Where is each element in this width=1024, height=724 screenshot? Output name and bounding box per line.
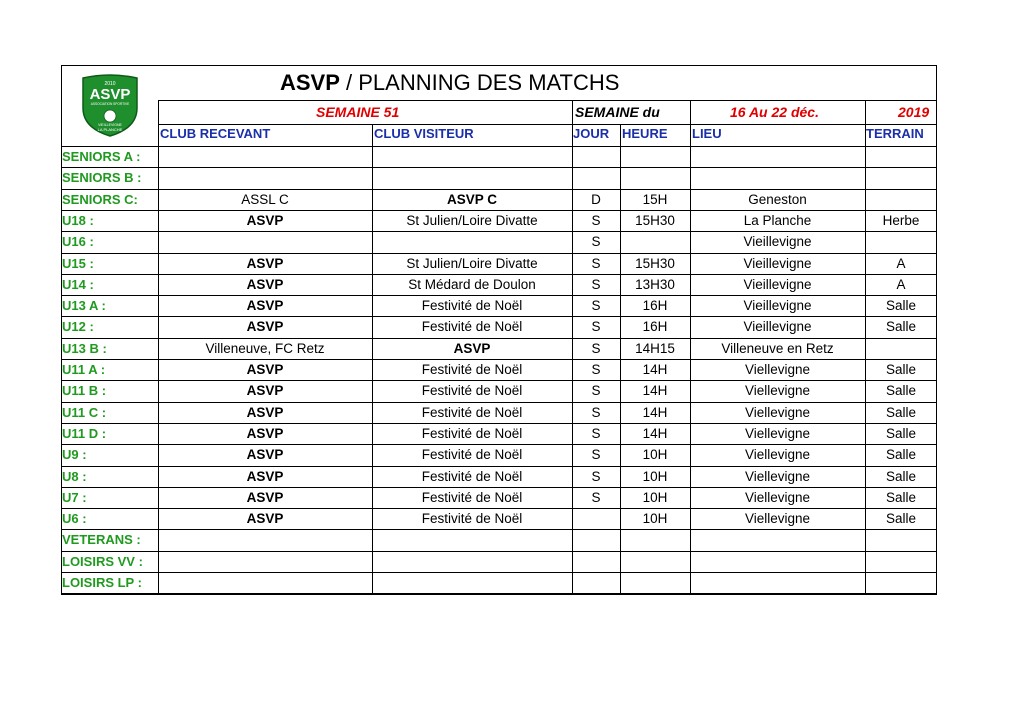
club-logo (79, 72, 141, 138)
cell-vis: Festivité de Noël (421, 447, 523, 463)
cell-vis: Festivité de Noël (421, 425, 523, 441)
row-rule (61, 444, 937, 445)
week-dates: 16 Au 22 déc. (730, 104, 819, 120)
cell-rec: ASVP (246, 362, 284, 377)
cell-terrain: Herbe (882, 212, 920, 228)
header-col-rule (158, 100, 159, 146)
cell-heure: 16H (642, 319, 668, 335)
cell-heure: 10H (642, 468, 668, 484)
cell-lieu: Geneston (748, 191, 807, 207)
cell-rec: ASVP (246, 425, 284, 441)
cell-rec: ASSL C (241, 191, 289, 207)
cell-terrain: A (896, 276, 906, 292)
cell-vis: Festivité de Noël (421, 298, 523, 314)
cell-jour: S (591, 404, 601, 420)
cell-rec: ASVP (246, 383, 284, 399)
row-rule (61, 487, 937, 488)
header-col-rule (690, 100, 691, 146)
cell-rec: ASVP (246, 276, 284, 292)
header-lieu: LIEU (692, 126, 722, 141)
cell-lieu: Vieillevigne (743, 234, 812, 250)
category-label: LOISIRS VV : (62, 553, 143, 569)
category-label: U11 D : (62, 425, 107, 441)
cell-terrain: Salle (885, 383, 917, 399)
row-rule (61, 167, 937, 168)
cell-lieu: Villeneuve en Retz (721, 340, 834, 356)
category-label: U15 : (62, 255, 94, 271)
cell-heure: 16H (642, 298, 668, 314)
cell-vis: Festivité de Noël (421, 511, 523, 527)
cell-rec: ASVP (246, 319, 284, 335)
row-rule (61, 380, 937, 381)
cell-terrain: Salle (885, 425, 917, 441)
cell-heure: 10H (642, 511, 668, 527)
cell-heure: 14H (642, 425, 668, 441)
header-jour: JOUR (573, 126, 610, 141)
cell-heure: 15H30 (635, 212, 675, 228)
cell-heure: 14H15 (635, 340, 675, 356)
cell-rec: ASVP (246, 298, 284, 314)
cell-jour: S (591, 425, 601, 441)
cell-vis: Festivité de Noël (421, 489, 523, 505)
cell-lieu: Viellevigne (744, 425, 811, 441)
cell-heure: 10H (642, 447, 668, 463)
row-rule (61, 189, 937, 190)
row-rule (61, 423, 937, 424)
cell-terrain: Salle (885, 468, 917, 484)
cell-heure: 14H (642, 383, 668, 399)
category-label: U14 : (62, 276, 94, 292)
category-label: U13 B : (62, 340, 107, 356)
category-label: U11 A : (62, 362, 106, 377)
cell-lieu: La Planche (743, 212, 812, 228)
cell-terrain: A (896, 255, 906, 271)
cell-heure: 10H (642, 489, 668, 505)
cell-jour: S (591, 340, 601, 356)
cell-lieu: Vieillevigne (743, 255, 812, 271)
cell-rec: ASVP (246, 511, 284, 527)
cell-rec: ASVP (246, 489, 284, 505)
category-label: VETERANS : (62, 532, 141, 548)
cell-rec: Villeneuve, FC Retz (205, 340, 325, 356)
cell-rec: ASVP (246, 447, 284, 463)
semaine-du-label: SEMAINE du (575, 104, 660, 120)
cell-terrain: Salle (885, 489, 917, 505)
cell-lieu: Vieillevigne (743, 276, 812, 292)
logo-year: 2010 (104, 81, 116, 87)
cell-jour: S (591, 234, 601, 250)
header-club-visiteur: CLUB VISITEUR (374, 126, 474, 141)
cell-rec: ASVP (246, 404, 284, 420)
cell-lieu: Viellevigne (744, 468, 811, 484)
cell-jour: S (591, 319, 601, 335)
logo-line2: VIEILLEVIGNE (98, 123, 122, 127)
cell-jour: D (591, 191, 601, 207)
page-title (280, 70, 760, 96)
cell-vis: Festivité de Noël (421, 362, 523, 377)
cell-vis: St Julien/Loire Divatte (406, 212, 538, 228)
cell-jour: S (591, 362, 601, 377)
cell-vis: Festivité de Noël (421, 319, 523, 335)
category-label: U11 B : (62, 383, 107, 399)
row-rule (61, 338, 937, 339)
row-rule (61, 274, 937, 275)
cell-heure: 14H (642, 404, 668, 420)
header-heure: HEURE (622, 126, 668, 141)
cell-vis: ASVP C (446, 191, 498, 207)
category-label: U13 A : (62, 298, 106, 314)
title-club: ASVP (280, 70, 340, 95)
title-rest: / PLANNING DES MATCHS (339, 70, 620, 95)
category-label: SENIORS A : (62, 149, 141, 164)
cell-terrain: Salle (885, 447, 917, 463)
cell-lieu: Viellevigne (744, 383, 811, 399)
row-rule (61, 316, 937, 317)
cell-terrain: Salle (885, 319, 917, 335)
cell-rec: ASVP (246, 212, 284, 228)
cell-jour: S (591, 255, 601, 271)
category-label: U6 : (62, 511, 87, 527)
cell-terrain: Salle (885, 511, 917, 527)
cell-heure: 15H30 (635, 255, 675, 271)
category-label: SENIORS B : (62, 170, 142, 186)
cell-lieu: Viellevigne (744, 489, 811, 505)
cell-lieu: Vieillevigne (743, 319, 812, 335)
category-label: U7 : (62, 489, 87, 505)
row-rule (61, 146, 937, 147)
cell-jour: S (591, 276, 601, 292)
row-rule (61, 593, 937, 594)
cell-lieu: Viellevigne (744, 362, 811, 377)
category-label: U18 : (62, 212, 94, 228)
cell-lieu: Viellevigne (744, 447, 811, 463)
category-label: U9 : (62, 447, 87, 463)
cell-terrain: Salle (885, 362, 917, 377)
cell-jour: S (591, 298, 601, 314)
cell-lieu: Vieillevigne (743, 298, 812, 314)
row-rule (61, 572, 937, 573)
cell-jour: S (591, 489, 601, 505)
category-label: U11 C : (62, 404, 107, 420)
cell-jour: S (591, 468, 601, 484)
header-col-rule (620, 124, 621, 146)
cell-terrain: Salle (885, 404, 917, 420)
header-club-recevant: CLUB RECEVANT (160, 126, 271, 141)
header-rule-mid (158, 124, 937, 125)
cell-vis: ASVP (453, 340, 491, 356)
category-label: U8 : (62, 468, 87, 484)
row-rule (61, 253, 937, 254)
row-rule (61, 551, 937, 552)
cell-heure: 13H30 (635, 276, 675, 292)
header-rule-top (158, 100, 937, 101)
cell-vis: Festivité de Noël (421, 404, 523, 420)
cell-rec: ASVP (246, 468, 284, 484)
category-label: U12 : (62, 319, 94, 335)
cell-lieu: Viellevigne (744, 511, 811, 527)
row-rule (61, 359, 937, 360)
logo-name: ASVP (89, 86, 131, 103)
category-label: U16 : (62, 234, 94, 250)
cell-lieu: Viellevigne (744, 404, 811, 420)
cell-rec: ASVP (246, 255, 284, 271)
row-rule (61, 529, 937, 530)
cell-jour: S (591, 447, 601, 463)
cell-vis: Festivité de Noël (421, 383, 523, 399)
cell-jour: S (591, 383, 601, 399)
week-year: 2019 (898, 104, 930, 120)
cell-vis: St Médard de Doulon (408, 276, 536, 292)
week-label: SEMAINE 51 (316, 104, 400, 120)
row-rule (61, 508, 937, 509)
row-rule (61, 295, 937, 296)
category-label: LOISIRS LP : (62, 575, 142, 590)
logo-line1: ASSOCIATION SPORTIVE (90, 102, 130, 106)
cell-jour: S (591, 212, 601, 228)
cell-heure: 14H (642, 362, 668, 377)
header-col-rule (865, 100, 866, 146)
row-rule (61, 210, 937, 211)
row-rule (61, 466, 937, 467)
cell-heure: 15H (642, 191, 668, 207)
cell-vis: Festivité de Noël (421, 468, 523, 484)
logo-line3: LA PLANCHE (97, 127, 123, 132)
row-rule (61, 231, 937, 232)
header-col-rule (372, 124, 373, 146)
header-col-rule (572, 100, 573, 146)
header-terrain: TERRAIN (866, 126, 924, 141)
row-rule (61, 402, 937, 403)
cell-vis: St Julien/Loire Divatte (406, 255, 538, 271)
cell-terrain: Salle (885, 298, 917, 314)
category-label: SENIORS C: (62, 191, 138, 207)
